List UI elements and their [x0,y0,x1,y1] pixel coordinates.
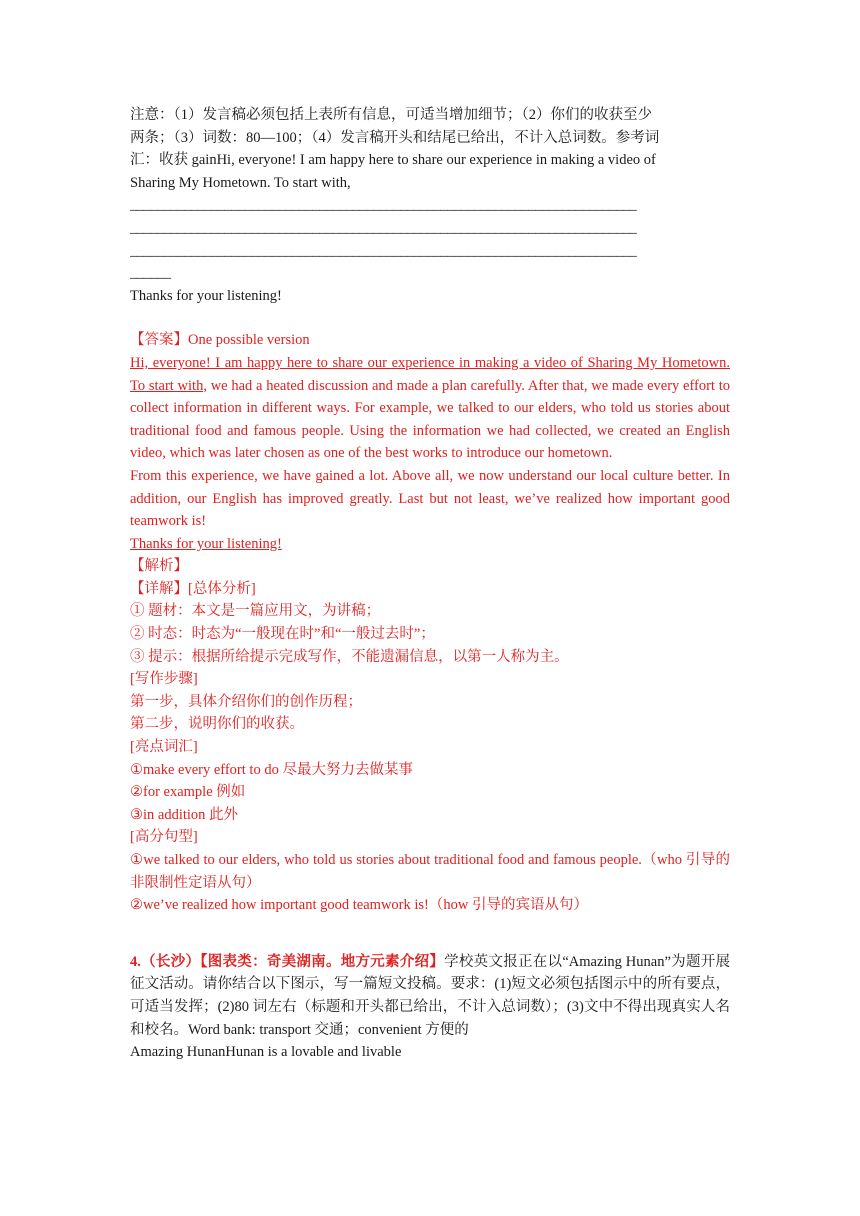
answer-paragraph-2: From this experience, we have gained a lot. Above all, we now understand our local culture better. In addition, our English has improved greatly. Last but not least, we’ve realized how important good teamwork is! [130,467,730,530]
answer-paragraph-1 [130,352,730,465]
vocab-item-3: ③in addition 此外 [130,806,239,823]
answer-label: 【答案】One possible version [130,332,310,349]
step-1: 第一步，具体介绍你们的创作历程； [130,693,362,710]
analysis-item-1: ① 题材：本文是一篇应用文，为讲稿； [130,603,381,620]
answer-body-1: we had a heated discussion and made a plan carefully. After that, we made every effort to collect information in different ways. For example, we talked to our elders, who told us stories about traditional food and famous people. Using the information we had collected, we created an English video, which was later chosen as one of the best works to introduce our hometown. [130,377,730,462]
answer-given-opening: Hi, everyone! I am happy here to share our experience in making a video of Sharing My Hometown. To start with, [130,354,730,394]
question-4-title: 4.（长沙）【图表类：奇美湖南。地方元素介绍】 [130,953,445,970]
analysis-label: 【解析】 [130,558,188,575]
sentence-2: ②we’ve realized how important good teamwork is!（how 引导的宾语从句） [130,897,588,914]
vocab-label: [亮点词汇] [130,739,198,756]
answer-blank-line-4: ______ [130,265,171,282]
answer-closing [130,533,730,556]
vocab-item-2: ②for example 例如 [130,784,246,801]
document-content [130,104,730,1064]
answer-blank-line-2: ___________________________________________________________________________ [130,219,637,236]
notice-line-3: 汇：收获 gainHi, everyone! I am happy here to share our experience in making a video of [130,152,656,169]
sentence-label: [高分句型] [130,829,198,846]
vocab-item-1: ①make every effort to do 尽最大努力去做某事 [130,761,413,778]
steps-label: [写作步骤] [130,671,198,688]
notice-line-2: 两条；（3）词数：80—100；（4）发言稿开头和结尾已给出，不计入总词数。参考词 [130,129,660,146]
question-4-opening: Amazing HunanHunan is a lovable and livable [130,1044,402,1061]
analysis-item-3: ③ 提示：根据所给提示完成写作，不能遗漏信息，以第一人称为主。 [130,648,569,665]
step-2: 第二步，说明你们的收获。 [130,716,304,733]
answer-closing-text: Thanks for your listening! [130,535,282,552]
detail-label: 【详解】[总体分析] [130,580,256,597]
analysis-item-2: ② 时态：时态为“一般现在时”和“一般过去时”； [130,626,435,643]
notice-line-4: Sharing My Hometown. To start with, [130,174,351,191]
answer-blank-line-1: ___________________________________________________________________________ [130,197,637,214]
answer-blank-line-3: ___________________________________________________________________________ [130,242,637,259]
sentence-1: ①we talked to our elders, who told us stories about traditional food and famous people.（who 引导的非限制性定语从句） [130,852,730,891]
question-4 [130,951,730,1041]
speech-closing: Thanks for your listening! [130,287,282,304]
question-4-text: 学校英文报正在以“Amazing Hunan”为题开展征文活动。请你结合以下图示，写一篇短文投稿。要求：(1)短文必须包括图示中的所有要点，可适当发挥；(2)80 词左右（标题和开头都已给出，不计入总词数）；(3)文中不得出现真实人名和校名。Word bank: transport 交通；convenient 方便的 [130,953,730,1038]
notice-line-1: 注意：（1）发言稿必须包括上表所有信息，可适当增加细节；（2）你们的收获至少 [130,107,652,123]
